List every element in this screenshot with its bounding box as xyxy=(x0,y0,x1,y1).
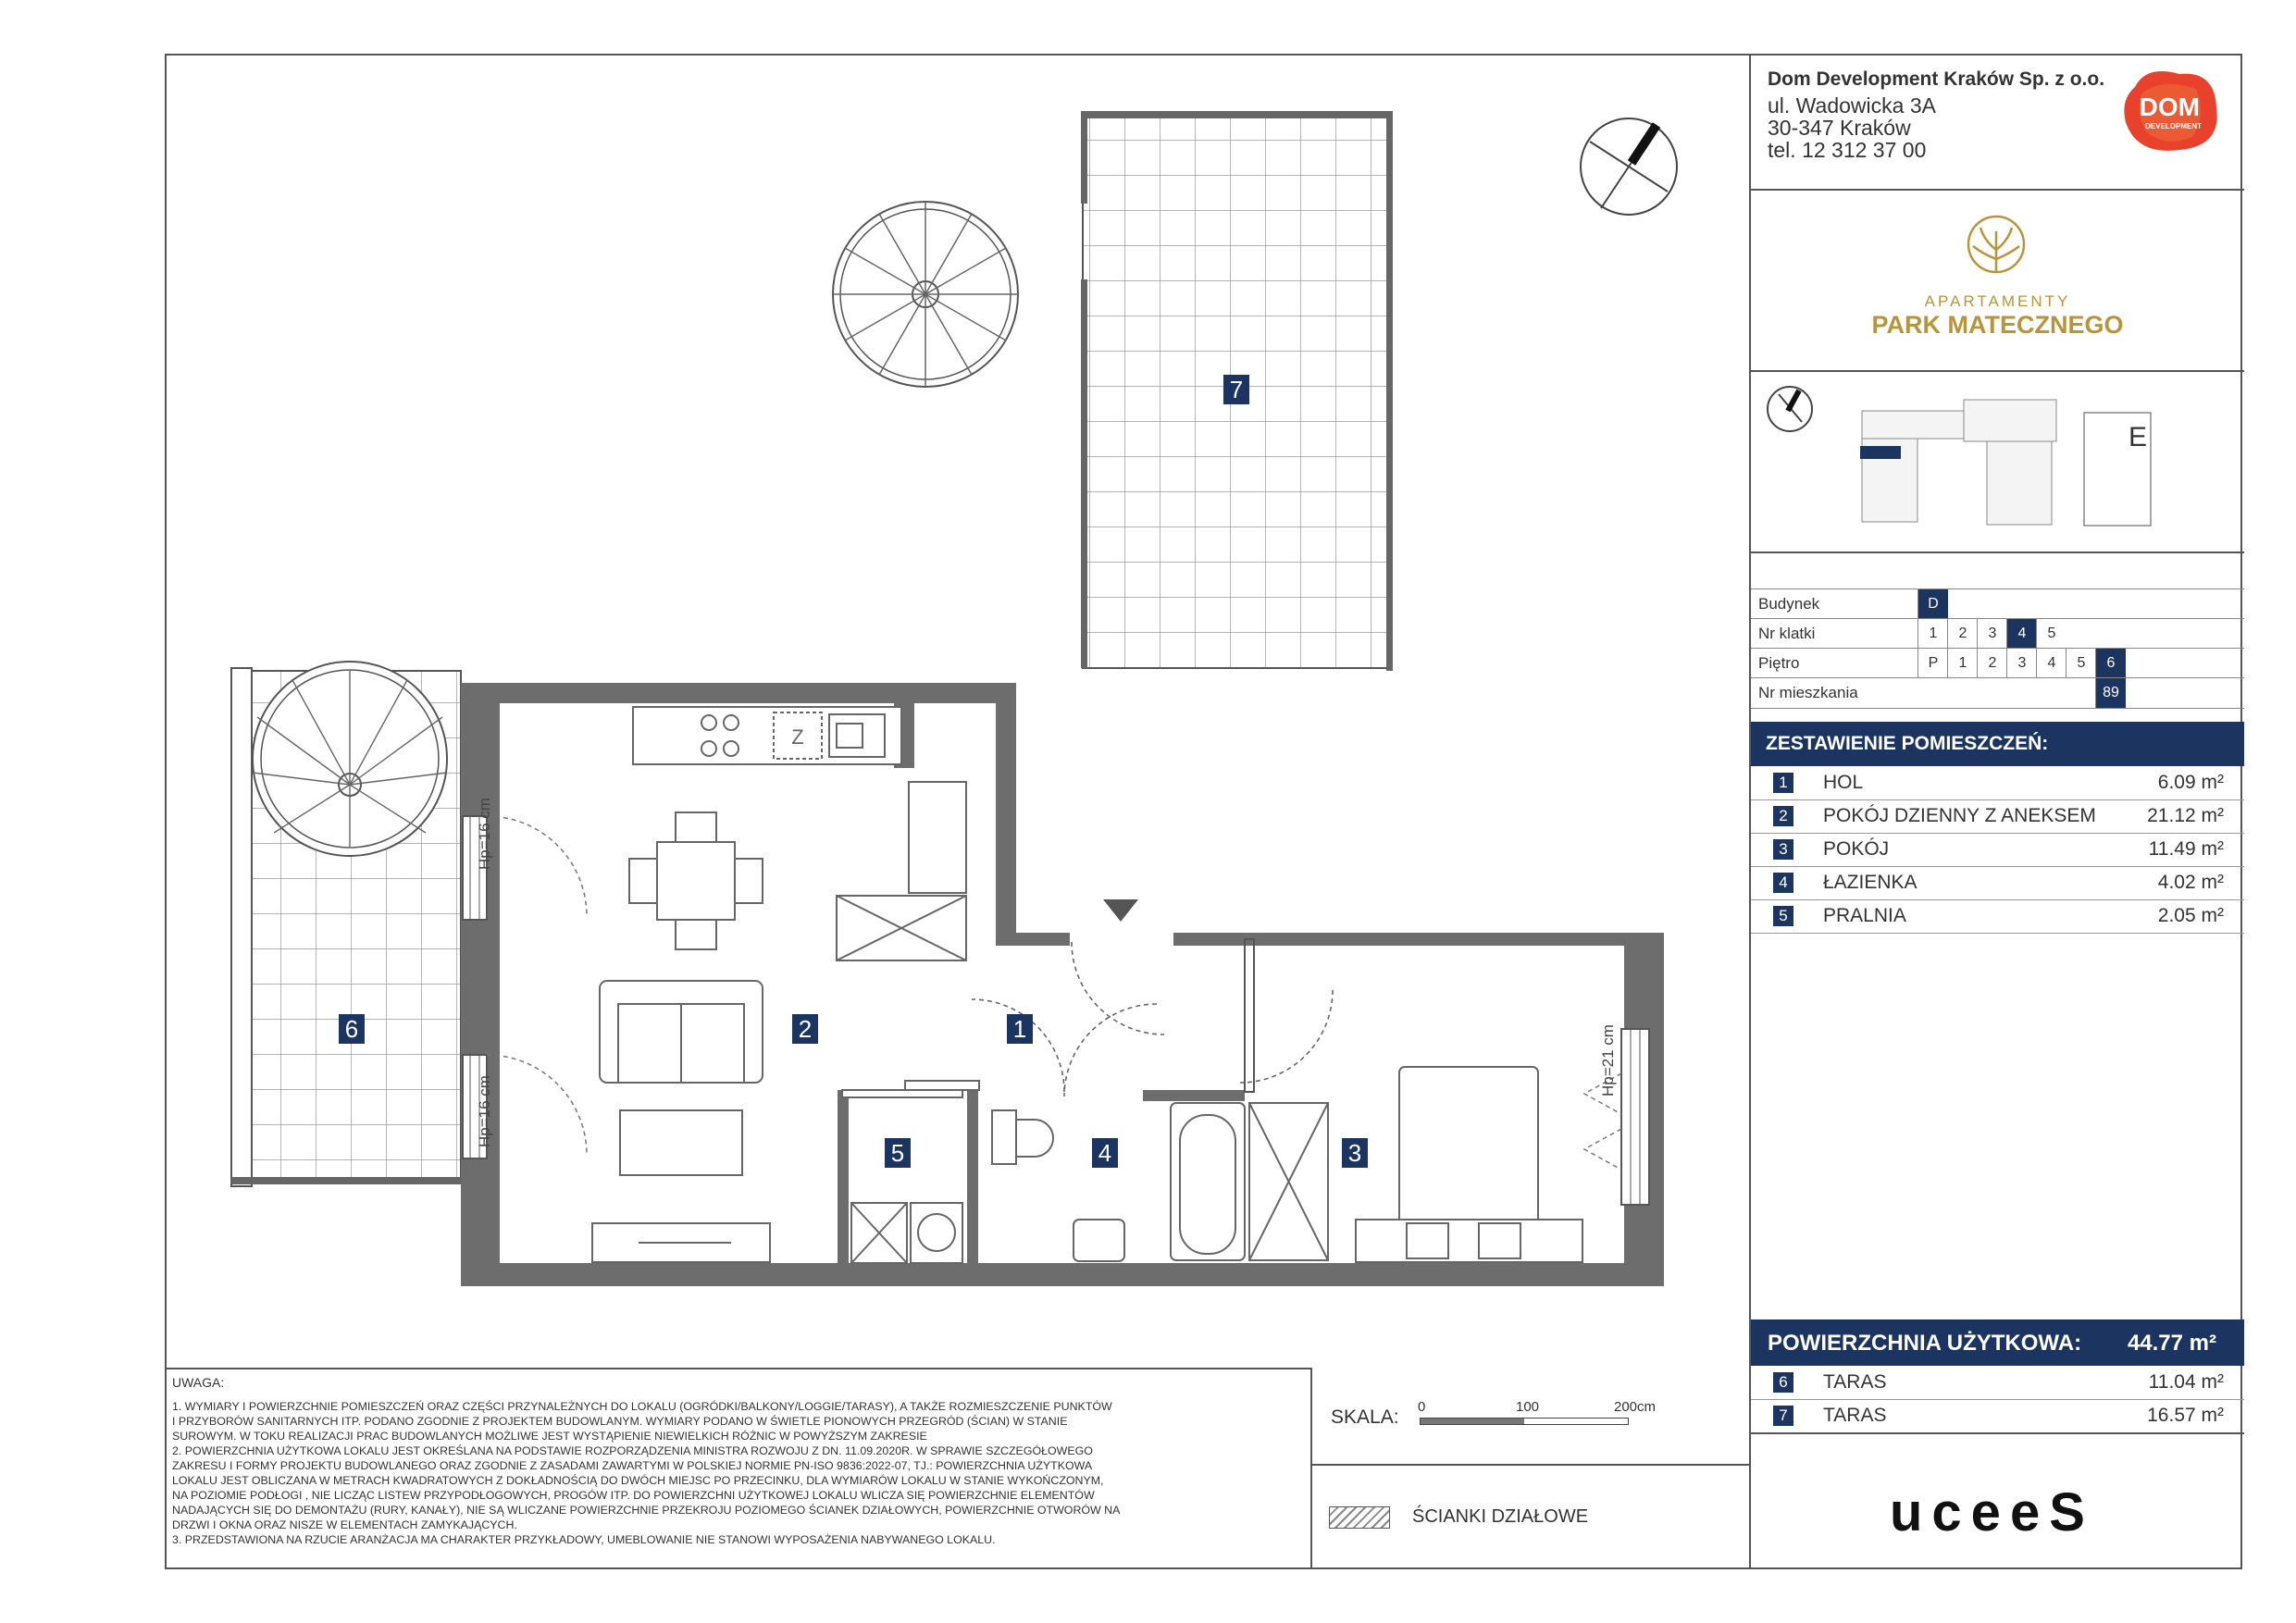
tree-logo-icon xyxy=(1964,213,2029,287)
room-row xyxy=(1751,766,2244,800)
scale-tick-0: 0 xyxy=(1418,1399,1426,1415)
notes-line: 2. POWIERZCHNIA UŻYTKOWA LOKALU JEST OKREŚLANA NA PODSTAWIE ROZPORZĄDZENIA MINISTRA ROZWOJU Z DN. 11.09.2020R. W SPRAWIE SZCZEGÓŁOWEGO xyxy=(172,1444,1093,1457)
room-row xyxy=(1751,799,2244,834)
floor-cell: 2 xyxy=(1977,649,2007,678)
room-label-5: 5 xyxy=(885,1138,911,1168)
project-logo-block xyxy=(1751,191,2244,372)
partition-wall-swatch xyxy=(1329,1506,1390,1529)
rooms-header: ZESTAWIENIE POMIESZCZEŃ: xyxy=(1751,722,2244,766)
room-number: 6 xyxy=(1773,1372,1793,1393)
floor-row xyxy=(1751,648,2244,678)
room-area: 2.05 m² xyxy=(2157,905,2224,926)
room-name: PRALNIA xyxy=(1823,905,1906,926)
room-area: 11.04 m² xyxy=(2148,1371,2224,1393)
info-panel xyxy=(1749,54,2244,1569)
room-label-4: 4 xyxy=(1092,1138,1118,1168)
svg-text:Z: Z xyxy=(791,725,804,749)
notes-line: NA POZIOMIE PODŁOGI , NIE LICZĄC LISTEW PRZYPODŁOGOWYCH, PROGÓW ITP. DO POWIERZCHNI UŻYTKOWEJ LOKALU WLICZA SIĘ POWIERZCHNIE ELEMENTÓW xyxy=(172,1489,1095,1502)
room-name: HOL xyxy=(1823,772,1864,793)
apartment-number: 89 xyxy=(2095,678,2126,708)
room-name: POKÓJ DZIENNY Z ANEKSEM xyxy=(1823,805,2096,826)
notes-line: 1. WYMIARY I POWIERZCHNIE POMIESZCZEŃ ORAZ CZĘŚCI PRZYNALEŻNYCH DO LOKALU (OGRÓDKI/BALKONY/LOGGIE/TARASY), A TAKŻE ROZMIESZCZENIE PUNKTÓW xyxy=(172,1400,1112,1413)
notes-line: SUROWYM. W TOKU REALIZACJI PRAC BUDOWLANYCH MOŻLIWE JEST WYSTĄPIENIE NIEWIELKICH RÓŻNIC W POWYŻSZYM ZAKRESIE xyxy=(172,1430,927,1443)
room-area: 16.57 m² xyxy=(2147,1405,2224,1426)
room-row xyxy=(1751,833,2244,867)
threshold-height-label: Hp=21 cm xyxy=(1599,1024,1617,1096)
scale-tick-100: 100 xyxy=(1516,1399,1540,1415)
project-name-line1: APARTAMENTY xyxy=(1924,292,2071,310)
locator-block xyxy=(1751,372,2244,553)
company-phone: tel. 12 312 37 00 xyxy=(1768,138,1927,162)
notes-line: ZAKRESU I FORMY PROJEKTU BUDOWLANEGO ORAZ ZGODNIE Z ZASADAMI ZAWARTYMI W POLSKIEJ NORMIE PN-ISO 9836:2022-07, TJ.: POWIERZCHNIA UŻYTKOWA xyxy=(172,1459,1093,1472)
scale-tick-200: 200cm xyxy=(1614,1399,1657,1415)
uceeS-logo xyxy=(1890,1482,2094,1542)
usable-area-value: 44.77 m² xyxy=(2127,1331,2216,1356)
room-area: 4.02 m² xyxy=(2157,872,2224,893)
room-area: 21.12 m² xyxy=(2147,805,2224,826)
scale-label: SKALA: xyxy=(1331,1406,1399,1428)
project-name-line2: PARK MATECZNEGO xyxy=(1871,311,2124,339)
terrace-row xyxy=(1751,1399,2244,1434)
staircase-cell: 5 xyxy=(2036,619,2066,649)
room-name: TARAS xyxy=(1823,1405,1887,1426)
notes-block xyxy=(165,1368,1312,1569)
company-city: 30-347 Kraków xyxy=(1768,116,1911,140)
building-label: Budynek xyxy=(1758,595,1820,613)
room-label-2: 2 xyxy=(792,1014,818,1044)
building-row xyxy=(1751,588,2244,619)
company-name: Dom Development Kraków Sp. z o.o. xyxy=(1768,68,2105,90)
floor-cell: 4 xyxy=(2036,649,2066,678)
staircase-cell: 2 xyxy=(1947,619,1978,649)
uceeS-logo-text: uceeS xyxy=(1890,1482,2094,1542)
room-label-3: 3 xyxy=(1342,1138,1368,1168)
notes-line: DRZWI I OKNA ORAZ NISZE W ELEMENTACH ZAMYKAJĄCYCH. xyxy=(172,1518,517,1531)
room-area: 6.09 m² xyxy=(2157,772,2224,793)
notes-line: 3. PRZEDSTAWIONA NA RZUCIE ARANŻACJA MA CHARAKTER PRZYKŁADOWY, UMEBLOWANIE NIE STANOWI WYPOSAŻENIA NABYWANEGO LOKALU. xyxy=(172,1533,996,1546)
notes-title: UWAGA: xyxy=(172,1375,225,1390)
room-label-1: 1 xyxy=(1007,1014,1033,1044)
floor-cell: 5 xyxy=(2066,649,2096,678)
room-number: 3 xyxy=(1773,839,1793,860)
room-number: 4 xyxy=(1773,873,1793,893)
room-name: POKÓJ xyxy=(1823,838,1890,860)
locator-section-letter: E xyxy=(2128,422,2148,452)
room-number: 2 xyxy=(1773,806,1793,826)
locator-map xyxy=(1751,372,2244,553)
building-cell: D xyxy=(1917,589,1948,619)
usable-area-bar xyxy=(1751,1319,2244,1366)
room-name: ŁAZIENKA xyxy=(1823,872,1917,893)
company-street: ul. Wadowicka 3A xyxy=(1768,93,1936,118)
room-label-7: 7 xyxy=(1223,375,1249,404)
floor-cell: 3 xyxy=(2006,649,2037,678)
staircase-label: Nr klatki xyxy=(1758,625,1816,642)
threshold-height-label: Hp=16 cm xyxy=(476,798,493,870)
floor-cell: 1 xyxy=(1947,649,1978,678)
staircase-cell: 1 xyxy=(1917,619,1948,649)
scale-legend-block xyxy=(1312,1368,1749,1569)
room-name: TARAS xyxy=(1823,1371,1887,1393)
apartment-label: Nr mieszkania xyxy=(1758,684,1858,701)
room-area: 11.49 m² xyxy=(2148,838,2224,860)
room-number: 1 xyxy=(1773,773,1793,793)
apartment-row xyxy=(1751,677,2244,709)
notes-line: I PRZYBORÓW SANITARNYCH ITP. PODANO ZGODNIE Z PROJEKTEM BUDOWLANYM. WYMIARY PODANO W ŚWIETLE PIONOWYCH PRZEGRÓD (ŚCIAN) W STANIE xyxy=(172,1415,1068,1428)
floor-label: Piętro xyxy=(1758,654,1800,672)
floor-cell-selected: 6 xyxy=(2095,649,2126,678)
room-number: 5 xyxy=(1773,906,1793,926)
dom-logo-subtext: DEVELOPMENT xyxy=(2145,122,2202,130)
scale-bar xyxy=(1420,1418,1629,1425)
notes-line: LOKALU JEST OBLICZANA W METRACH KWADRATOWYCH Z DOKŁADNOŚCIĄ DO DWÓCH MIEJSC PO PRZECINKU, DLA WYMIARÓW LOKALU W STANIE WYKOŃCZONYM, xyxy=(172,1474,1104,1487)
room-label-6: 6 xyxy=(339,1014,365,1044)
company-block xyxy=(1751,54,2244,191)
staircase-row xyxy=(1751,618,2244,649)
room-number: 7 xyxy=(1773,1406,1793,1426)
floor-cell: P xyxy=(1917,649,1948,678)
partition-wall-legend-label: ŚCIANKI DZIAŁOWE xyxy=(1412,1506,1589,1527)
dom-logo-text: DOM xyxy=(2139,93,2200,121)
staircase-cell-selected: 4 xyxy=(2006,619,2037,649)
threshold-height-label: Hp=16 cm xyxy=(476,1075,493,1147)
notes-line: NADAJĄCYCH SIĘ DO DEMONTAŻU (RURY, KANAŁY), NIE SĄ WLICZANE POWIERZCHNIE PRZEKROJU POZIOMEGO ŚCIANEK DZIAŁOWYCH, POWIERZCHNIE OTWORÓW NA xyxy=(172,1504,1121,1517)
room-row xyxy=(1751,866,2244,900)
room-row xyxy=(1751,899,2244,934)
usable-area-label: POWIERZCHNIA UŻYTKOWA: xyxy=(1768,1331,2082,1356)
terrace-row xyxy=(1751,1366,2244,1400)
staircase-cell: 3 xyxy=(1977,619,2007,649)
